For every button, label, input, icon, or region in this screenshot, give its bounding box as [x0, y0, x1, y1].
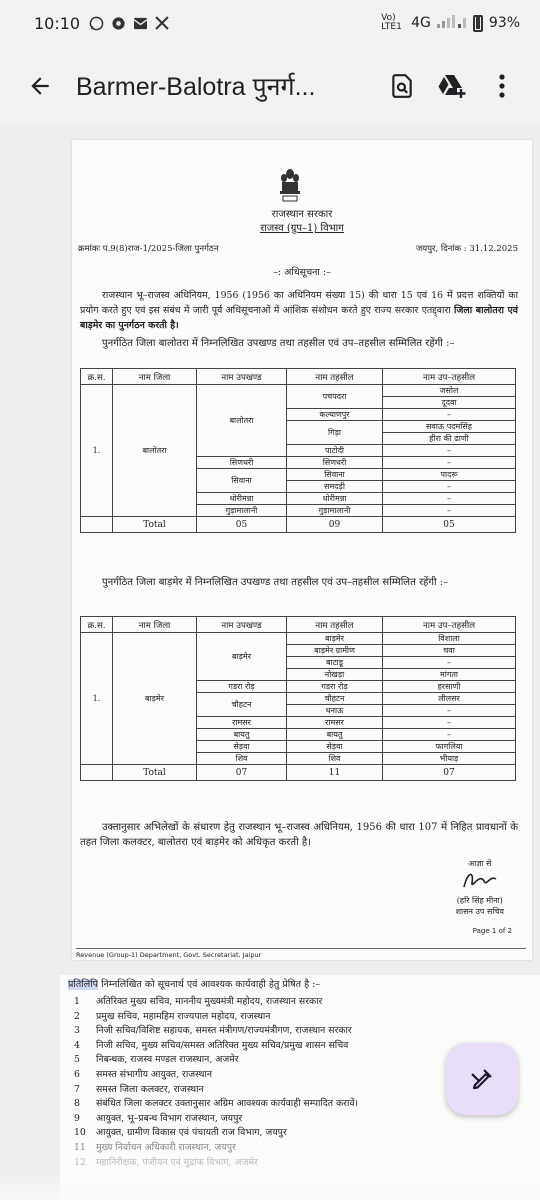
list-item	[74, 1024, 534, 1039]
table-row: सिवाना सिवाना पादरू	[81, 469, 516, 481]
signature-mark	[460, 869, 500, 893]
find-in-page-icon	[389, 73, 415, 99]
table-row: रामसर रामसर –	[81, 717, 516, 729]
more-vert-icon	[498, 73, 506, 99]
table-row: सिणधरी सिणधरी –	[81, 457, 516, 469]
page-number: Page 1 of 2	[472, 927, 512, 935]
list-item-text: समस्त जिला कलक्टर, राजस्थान	[96, 1083, 204, 1095]
edit-fab-button[interactable]	[446, 1043, 518, 1115]
list-item	[74, 1126, 534, 1141]
table-row: गुड़ामालानी गुड़ामालानी –	[81, 505, 516, 517]
list-item-number: 5	[74, 1054, 80, 1066]
x-icon	[154, 15, 170, 31]
list-item-text: निजी सचिव, मुख्य सचिव/समस्त अतिरिक्त मुख्य सचिव/प्रमुख शासन सचिव	[96, 1039, 349, 1051]
signal-icon	[437, 14, 467, 32]
table-row: 1. बालोतरा बालोतरा पचपदरा जसोल	[81, 385, 516, 397]
list-item-text: निबन्धक, राजस्व मण्डल राजस्थान, अजमेर	[96, 1054, 239, 1066]
table-row: 1. बाड़मेर बाड़मेर बाड़मेर विशाला	[81, 633, 516, 645]
add-to-drive-icon	[437, 73, 467, 99]
table-total-row: Total 05 09 05	[81, 517, 516, 533]
barmer-table: क्र.स. नाम जिला नाम उपखण्ड नाम तहसील नाम उप–तहसील 1. बाड़मेर बाड़मेर बाड़मेर विशाला बाड़मेर ग्रामीण चवा बाटाडू – नोखड़ा मांगता गडरा रोड़ गडरा रोड़ हरसाणी चौहटन चौहटन लीलसर धनाऊ – रामसर रामसर – बायतु बायतु – सेड़वा सेड़वा फागलिया शिव शिव भीयाड़ Total 07 11 07	[80, 616, 516, 781]
document-footer: Revenue (Group-1) Department, Govt. Secretariat, Jaipur	[76, 948, 526, 959]
table-row: नोखड़ा मांगता	[81, 669, 516, 681]
status-bar	[0, 0, 540, 46]
whatsapp-icon	[88, 15, 104, 31]
notification-heading: –: अधिसूचना :–	[273, 267, 331, 278]
table-row: बायतु बायतु –	[81, 729, 516, 741]
list-item-number: 2	[74, 1010, 80, 1022]
soccer-ball-icon	[110, 15, 126, 31]
intro-bold: जिला बालोतरा एवं बाड़मेर का पुनर्गठन करती है।	[80, 305, 518, 331]
back-button[interactable]	[18, 64, 62, 108]
sign-order: आज्ञा से	[468, 859, 492, 868]
list-item	[74, 995, 534, 1010]
table-row: सेड़वा सेड़वा फागलिया	[81, 741, 516, 753]
bottom-fade	[0, 1170, 540, 1200]
authorization-paragraph: उक्तानुसार अभिलेखों के संधारण हेतु राजस्थान भू–राजस्व अधिनियम, 1956 की धारा 107 में निहित प्रावधानों के तहत जिला कलक्टर, बालोतरा एवं बाड़मेर को अधिकृत करती है।	[80, 822, 518, 848]
reference-line	[78, 243, 518, 254]
list-item-number: 7	[74, 1083, 80, 1095]
table-row: पाटोदी –	[81, 445, 516, 457]
document-title: Barmer-Balotra पुनर्ग...	[76, 73, 316, 101]
reference-number: क्रमांकः प.9(8)राज-1/2025-जिला पुनर्गठन	[78, 244, 219, 254]
copy-heading: प्रतिलिपि निम्नलिखित को सूचनार्थ एवं आवश्यक कार्यवाही हेतु प्रेषित है :–	[68, 979, 321, 990]
list-item-number: 8	[74, 1098, 80, 1110]
volte-label: Vo) LTE1	[381, 13, 402, 32]
notification-icons	[88, 15, 170, 31]
list-item-number: 3	[74, 1025, 80, 1037]
edit-pen-icon	[467, 1064, 497, 1094]
app-bar	[0, 46, 540, 126]
intro-paragraph: राजस्थान भू–राजस्व अधिनियम, 1956 (1956 का अधिनियम संख्या 15) की धारा 15 एवं 16 में प्रदत्त शक्तियों का प्रयोग करते हुए एवं इस संबंध में जारी पूर्व अधिसूचनाओं में आंशिक संशोधन करते हुए राज्य सरकार एतद्द्वारा जिला बालोतरा एवं बाड़मेर का पुनर्गठन करती है।	[80, 290, 518, 331]
pdf-page-1[interactable]	[72, 140, 532, 960]
list-item-text: समस्त संभागीय आयुक्त, राजस्थान	[96, 1068, 213, 1080]
table-row: हीरा की ढाणी	[81, 433, 516, 445]
list-item	[74, 1156, 534, 1171]
list-item-text: निजी सचिव/विशिष्ट सहायक, समस्त मंत्रीगण/राज्यमंत्रीगण, राजस्थान सरकार	[96, 1025, 352, 1037]
search-in-document-button[interactable]	[382, 66, 422, 106]
table-row: कल्याणपुर –	[81, 409, 516, 421]
table-row: शिव शिव भीयाड़	[81, 753, 516, 765]
list-item-text: महानिरीक्षक, पंजीयन एवं मुद्रांक विभाग, अजमेर	[96, 1156, 258, 1168]
mail-icon	[132, 15, 148, 31]
back-arrow-icon	[27, 73, 53, 99]
signature-block	[456, 858, 504, 917]
table-row: गडरा रोड़ गडरा रोड़ हरसाणी	[81, 681, 516, 693]
list-item-text: आयुक्त, भू–प्रबन्ध विभाग राजस्थान, जयपुर	[96, 1112, 243, 1124]
list-item	[74, 1141, 534, 1156]
table-row: समदड़ी –	[81, 481, 516, 493]
add-to-drive-button[interactable]	[432, 66, 472, 106]
gov-line1: राजस्थान सरकार	[271, 209, 333, 220]
battery-percent: 93%	[488, 15, 520, 31]
list-item-number: 11	[74, 1141, 86, 1153]
list-item-text: आयुक्त, ग्रामीण विकास एवं पंचायती राज विभाग, जयपुर	[96, 1127, 287, 1139]
table-row: गिड़ा सवाऊ पदमसिंह	[81, 421, 516, 433]
balotra-table: क्र.स. नाम जिला नाम उपखण्ड नाम तहसील नाम उप–तहसील 1. बालोतरा बालोतरा पचपदरा जसोल दूदवा कल्याणपुर – गिड़ा सवाऊ पदमसिंह हीरा की ढाणी पाटोदी – सिणधरी सिणधरी – सिवाना सिवाना पादरू समदड़ी – धोरीमन्ना धोरीमन्ना – गुड़ामालानी गुड़ामालानी – Total 05 09 05	[80, 368, 516, 533]
status-time: 10:10	[34, 13, 81, 33]
network-type: 4G	[411, 15, 431, 31]
list-item-number: 1	[74, 996, 80, 1007]
list-item-number: 4	[74, 1039, 80, 1051]
list-item	[74, 1010, 534, 1025]
list-item-number: 12	[74, 1156, 86, 1168]
list-item-number: 9	[74, 1112, 80, 1124]
list-item-text: प्रमुख सचिव, महामहिम राज्यपाल महोदय, राजस्थान	[96, 1010, 271, 1022]
list-item-number: 6	[74, 1068, 80, 1080]
reference-date: जयपुर, दिनांक : 31.12.2025	[415, 244, 518, 254]
table-row: दूदवा	[81, 397, 516, 409]
list-item-number: 10	[74, 1127, 86, 1139]
table-row: बाटाडू –	[81, 657, 516, 669]
list-item-text: अतिरिक्त मुख्य सचिव, माननीय मुख्यमंत्री महोदय, राजस्थान सरकार	[96, 996, 323, 1007]
sign-name: (हरि सिंह मीना)	[456, 896, 503, 905]
battery-icon	[473, 15, 483, 32]
status-right	[381, 14, 520, 32]
state-emblem-icon	[277, 168, 303, 202]
table-row: बाड़मेर ग्रामीण चवा	[81, 645, 516, 657]
balotra-heading: पुनर्गठित जिला बालोतरा में निम्नलिखित उपखण्ड तथा तहसील एवं उप–तहसील सम्मिलित रहेंगी :–	[102, 338, 455, 349]
government-header	[72, 208, 532, 236]
table-row: धोरीमन्ना धोरीमन्ना –	[81, 493, 516, 505]
list-item-text: मुख्य निर्वाचन अधिकारी राजस्थान, जयपुर	[96, 1141, 236, 1153]
table-row: चौहटन चौहटन लीलसर	[81, 693, 516, 705]
gov-line2: राजस्व (ग्रुप–1) विभाग	[260, 223, 344, 234]
more-options-button[interactable]	[482, 66, 522, 106]
app-actions	[382, 66, 522, 106]
sign-title: शासन उप सचिव	[455, 907, 504, 916]
list-item-text: संबंधित जिला कलक्टर उक्तानुसार अग्रिम आवश्यक कार्यवाही सम्पादित करावें।	[96, 1098, 359, 1110]
barmer-heading: पुनर्गठित जिला बाड़मेर में निम्नलिखित उपखण्ड तथा तहसील एवं उप–तहसील सम्मिलित रहेंगी :–	[102, 577, 449, 588]
table-row: धनाऊ –	[81, 705, 516, 717]
table-total-row: Total 07 11 07	[81, 765, 516, 781]
